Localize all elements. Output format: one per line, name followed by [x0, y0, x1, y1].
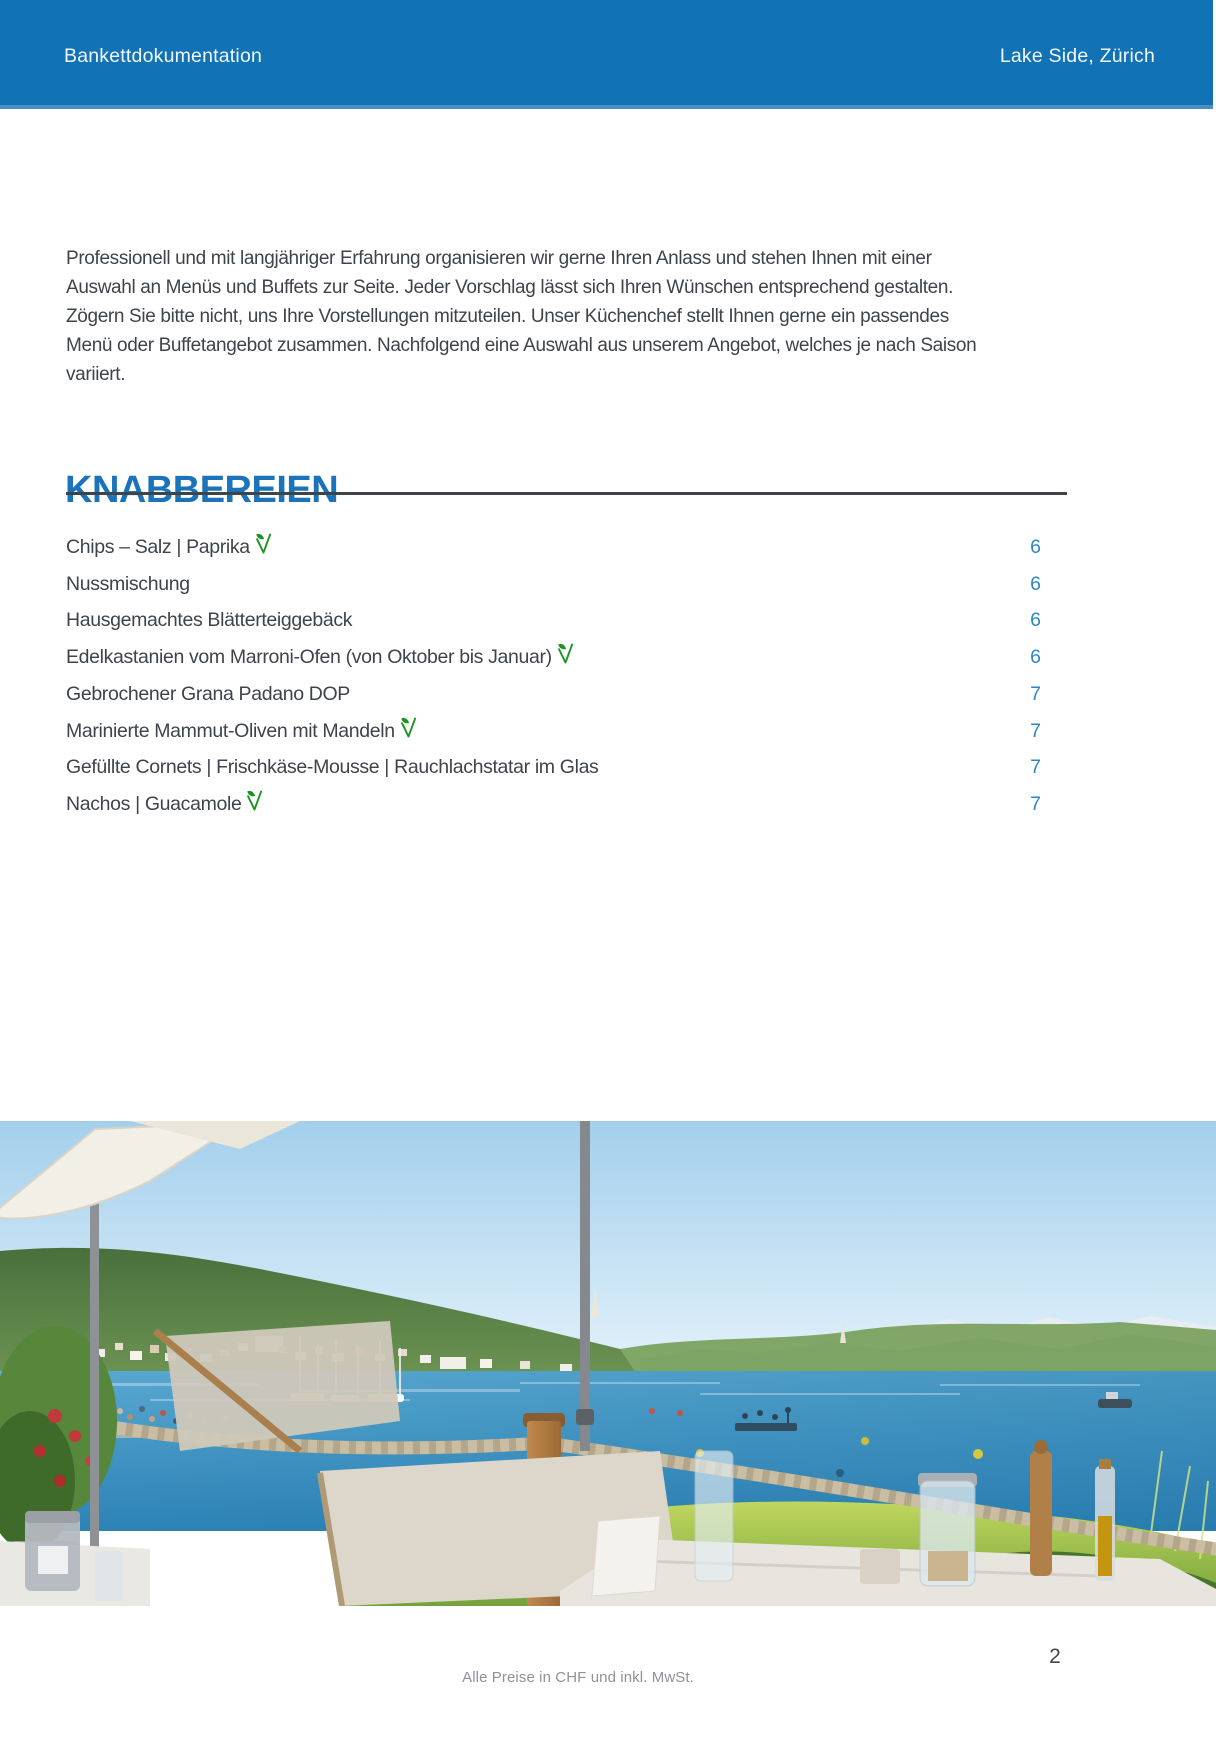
venue-name: Lake Side, Zürich — [999, 45, 1155, 67]
menu-row — [66, 639, 1067, 676]
menu-row — [66, 713, 1067, 750]
lakeside-terrace-photo — [0, 1121, 1216, 1606]
menu-item-name: Chips – Salz | Paprika — [66, 535, 250, 558]
footer-note: Alle Preise in CHF und inkl. MwSt. — [462, 1669, 694, 1686]
menu-item-price: 6 — [1030, 609, 1041, 632]
menu-item-price: 6 — [1030, 535, 1041, 558]
menu-item-name: Nachos | Guacamole — [66, 793, 242, 816]
menu-row — [66, 676, 1067, 713]
menu-item-name: Edelkastanien vom Marroni-Ofen (von Oktober bis Januar) — [66, 646, 552, 669]
vegetarian-icon — [254, 532, 273, 555]
menu-item-name: Gebrochener Grana Padano DOP — [66, 682, 350, 705]
menu-item-name: Nussmischung — [66, 572, 190, 595]
document-title: Bankettdokumentation — [64, 45, 263, 67]
menu-item-name: Gefüllte Cornets | Frischkäse-Mousse | Rauchlachstatar im Glas — [66, 756, 599, 779]
menu-row — [66, 750, 1067, 787]
vegetarian-icon — [245, 789, 264, 812]
menu-item-price: 7 — [1030, 793, 1041, 816]
menu-item-price: 7 — [1030, 682, 1041, 705]
page-header-bar — [0, 0, 1213, 109]
section-divider — [66, 492, 1067, 495]
vegetarian-icon — [399, 716, 418, 739]
menu-item-price: 6 — [1030, 646, 1041, 669]
menu-item-price: 7 — [1030, 719, 1041, 742]
intro-paragraph: Professionell und mit langjähriger Erfahrung organisieren wir gerne Ihren Anlass und stehen Ihnen mit einer Auswahl an Menüs und Buffets zur Seite. Jeder Vorschlag lässt sich Ihren Wünschen entsprechend gestalten. Zögern Sie bitte nicht, uns Ihre Vorstellungen mitzuteilen. Unser Küchenchef stellt Ihnen gerne ein passendes Menü oder Buffetangebot zusammen. Nachfolgend eine Auswahl aus unserem Angebot, welches je nach Saison variiert. — [66, 248, 977, 385]
menu-row — [66, 529, 1067, 566]
menu-item-price: 6 — [1030, 572, 1041, 595]
menu-row — [66, 566, 1067, 603]
vegetarian-icon — [556, 642, 575, 665]
menu-item-name: Marinierte Mammut-Oliven mit Mandeln — [66, 719, 395, 742]
menu-list — [66, 529, 1067, 823]
lakeside-photo-graphic — [0, 1121, 1216, 1606]
menu-item-price: 7 — [1030, 756, 1041, 779]
menu-row — [66, 786, 1067, 823]
menu-item-name: Hausgemachtes Blätterteiggebäck — [66, 609, 353, 632]
menu-row — [66, 603, 1067, 640]
page-number: 2 — [1049, 1645, 1061, 1668]
section-title: KNABBEREIEN — [65, 469, 339, 512]
